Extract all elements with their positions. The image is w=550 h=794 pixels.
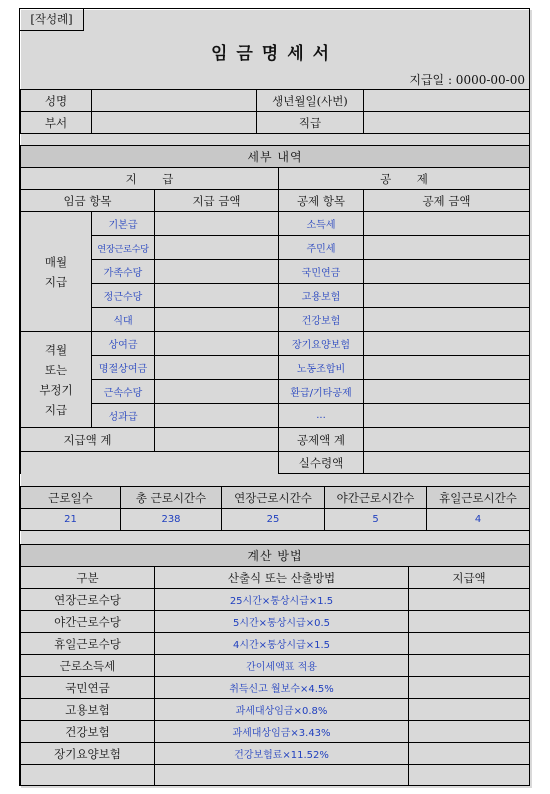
calc-category: 고용보험 bbox=[21, 699, 155, 721]
calc-formula bbox=[155, 765, 409, 786]
pay-amount[interactable] bbox=[155, 260, 279, 284]
deduct-amount[interactable] bbox=[364, 284, 530, 308]
calc-category: 연장근로수당 bbox=[21, 589, 155, 611]
pay-item: 근속수당 bbox=[92, 380, 155, 404]
pay-item: 상여금 bbox=[92, 332, 155, 356]
pay-date: 지급일 : 0000-00-00 bbox=[409, 73, 525, 87]
deduct-amount[interactable] bbox=[364, 380, 530, 404]
calc-category bbox=[21, 765, 155, 786]
calc-category: 국민연금 bbox=[21, 677, 155, 699]
calc-amount[interactable] bbox=[409, 611, 530, 633]
pay-item: 명절상여금 bbox=[92, 356, 155, 380]
col-deduct-amount: 공제 금액 bbox=[364, 190, 530, 212]
calc-category: 야간근로수당 bbox=[21, 611, 155, 633]
col-deduct-item: 공제 항목 bbox=[279, 190, 364, 212]
calc-category: 휴일근로수당 bbox=[21, 633, 155, 655]
deduct-amount[interactable] bbox=[364, 260, 530, 284]
hours-header: 근로일수 bbox=[21, 487, 121, 509]
document-title: 임금명세서 bbox=[210, 44, 339, 64]
pay-amount[interactable] bbox=[155, 212, 279, 236]
deduct-item: 소득세 bbox=[279, 212, 364, 236]
calc-formula: 간이세액표 적용 bbox=[155, 655, 409, 677]
deduct-amount[interactable] bbox=[364, 308, 530, 332]
hours-header: 휴일근로시간수 bbox=[427, 487, 530, 509]
employee-info bbox=[20, 89, 529, 134]
pay-item: 기본급 bbox=[92, 212, 155, 236]
position-value[interactable] bbox=[364, 112, 530, 134]
holiday-hours-value: 4 bbox=[427, 509, 530, 531]
birth-value[interactable] bbox=[364, 90, 530, 112]
dept-label: 부서 bbox=[21, 112, 92, 134]
pay-statement-page bbox=[19, 8, 530, 786]
deduct-item: 주민세 bbox=[279, 236, 364, 260]
name-label: 성명 bbox=[21, 90, 92, 112]
pay-amount[interactable] bbox=[155, 380, 279, 404]
net-pay-value[interactable] bbox=[364, 452, 530, 474]
dept-value[interactable] bbox=[92, 112, 257, 134]
calc-formula: 25시간×통상시급×1.5 bbox=[155, 589, 409, 611]
position-label: 직급 bbox=[257, 112, 364, 134]
calc-col-category: 구분 bbox=[21, 567, 155, 589]
deduct-item: 환급/기타공제 bbox=[279, 380, 364, 404]
sample-label: [작성례] bbox=[20, 9, 84, 31]
pay-amount[interactable] bbox=[155, 284, 279, 308]
pay-item: 식대 bbox=[92, 308, 155, 332]
details-band: 세부 내역 bbox=[21, 146, 530, 168]
calc-amount[interactable] bbox=[409, 655, 530, 677]
hours-header: 야간근로시간수 bbox=[325, 487, 427, 509]
col-pay-amount: 지급 금액 bbox=[155, 190, 279, 212]
overtime-hours-value: 25 bbox=[222, 509, 325, 531]
deduct-item: 국민연금 bbox=[279, 260, 364, 284]
deduct-item: 노동조합비 bbox=[279, 356, 364, 380]
calc-amount[interactable] bbox=[409, 765, 530, 786]
calc-formula: 4시간×통상시급×1.5 bbox=[155, 633, 409, 655]
pay-total-label: 지급액 계 bbox=[21, 428, 155, 452]
calc-formula: 과세대상임금×3.43% bbox=[155, 721, 409, 743]
total-hours-value: 238 bbox=[121, 509, 222, 531]
deduct-item: 고용보험 bbox=[279, 284, 364, 308]
pay-item: 성과급 bbox=[92, 404, 155, 428]
hours-section bbox=[20, 486, 529, 531]
work-days-value: 21 bbox=[21, 509, 121, 531]
calc-band: 계산 방법 bbox=[21, 545, 530, 567]
deduct-item: 건강보험 bbox=[279, 308, 364, 332]
deduct-amount[interactable] bbox=[364, 332, 530, 356]
deduct-amount[interactable] bbox=[364, 212, 530, 236]
calc-category: 장기요양보험 bbox=[21, 743, 155, 765]
net-pay-spacer bbox=[21, 452, 279, 474]
irregular-group-label: 격월 또는 부정기 지급 bbox=[21, 332, 92, 428]
deduct-item: ... bbox=[279, 404, 364, 428]
night-hours-value: 5 bbox=[325, 509, 427, 531]
pay-amount[interactable] bbox=[155, 356, 279, 380]
deduct-total-value[interactable] bbox=[364, 428, 530, 452]
header-area bbox=[20, 9, 529, 93]
hours-header: 연장근로시간수 bbox=[222, 487, 325, 509]
calc-amount[interactable] bbox=[409, 699, 530, 721]
monthly-group-label: 매월 지급 bbox=[21, 212, 92, 332]
pay-item: 연장근로수당 bbox=[92, 236, 155, 260]
calc-formula: 취득신고 월보수×4.5% bbox=[155, 677, 409, 699]
calc-category: 근로소득세 bbox=[21, 655, 155, 677]
calc-formula: 건강보험료×11.52% bbox=[155, 743, 409, 765]
pay-total-value[interactable] bbox=[155, 428, 279, 452]
calc-amount[interactable] bbox=[409, 589, 530, 611]
deduct-heading: 공 제 bbox=[279, 168, 530, 190]
pay-item: 가족수당 bbox=[92, 260, 155, 284]
calc-section bbox=[20, 544, 529, 786]
deduct-amount[interactable] bbox=[364, 236, 530, 260]
hours-header: 총 근로시간수 bbox=[121, 487, 222, 509]
name-value[interactable] bbox=[92, 90, 257, 112]
details-section bbox=[20, 145, 529, 474]
deduct-total-label: 공제액 계 bbox=[279, 428, 364, 452]
col-pay-item: 임금 항목 bbox=[21, 190, 155, 212]
net-pay-label: 실수령액 bbox=[279, 452, 364, 474]
pay-heading: 지 급 bbox=[21, 168, 279, 190]
calc-amount[interactable] bbox=[409, 721, 530, 743]
pay-amount[interactable] bbox=[155, 332, 279, 356]
calc-col-formula: 산출식 또는 산출방법 bbox=[155, 567, 409, 589]
pay-item: 정근수당 bbox=[92, 284, 155, 308]
calc-amount[interactable] bbox=[409, 743, 530, 765]
deduct-amount[interactable] bbox=[364, 404, 530, 428]
calc-amount[interactable] bbox=[409, 677, 530, 699]
calc-formula: 5시간×통상시급×0.5 bbox=[155, 611, 409, 633]
pay-amount[interactable] bbox=[155, 236, 279, 260]
calc-category: 건강보험 bbox=[21, 721, 155, 743]
calc-col-amount: 지급액 bbox=[409, 567, 530, 589]
pay-amount[interactable] bbox=[155, 404, 279, 428]
birth-label: 생년월일(사번) bbox=[257, 90, 364, 112]
calc-formula: 과세대상임금×0.8% bbox=[155, 699, 409, 721]
pay-amount[interactable] bbox=[155, 308, 279, 332]
calc-amount[interactable] bbox=[409, 633, 530, 655]
deduct-item: 장기요양보험 bbox=[279, 332, 364, 356]
deduct-amount[interactable] bbox=[364, 356, 530, 380]
